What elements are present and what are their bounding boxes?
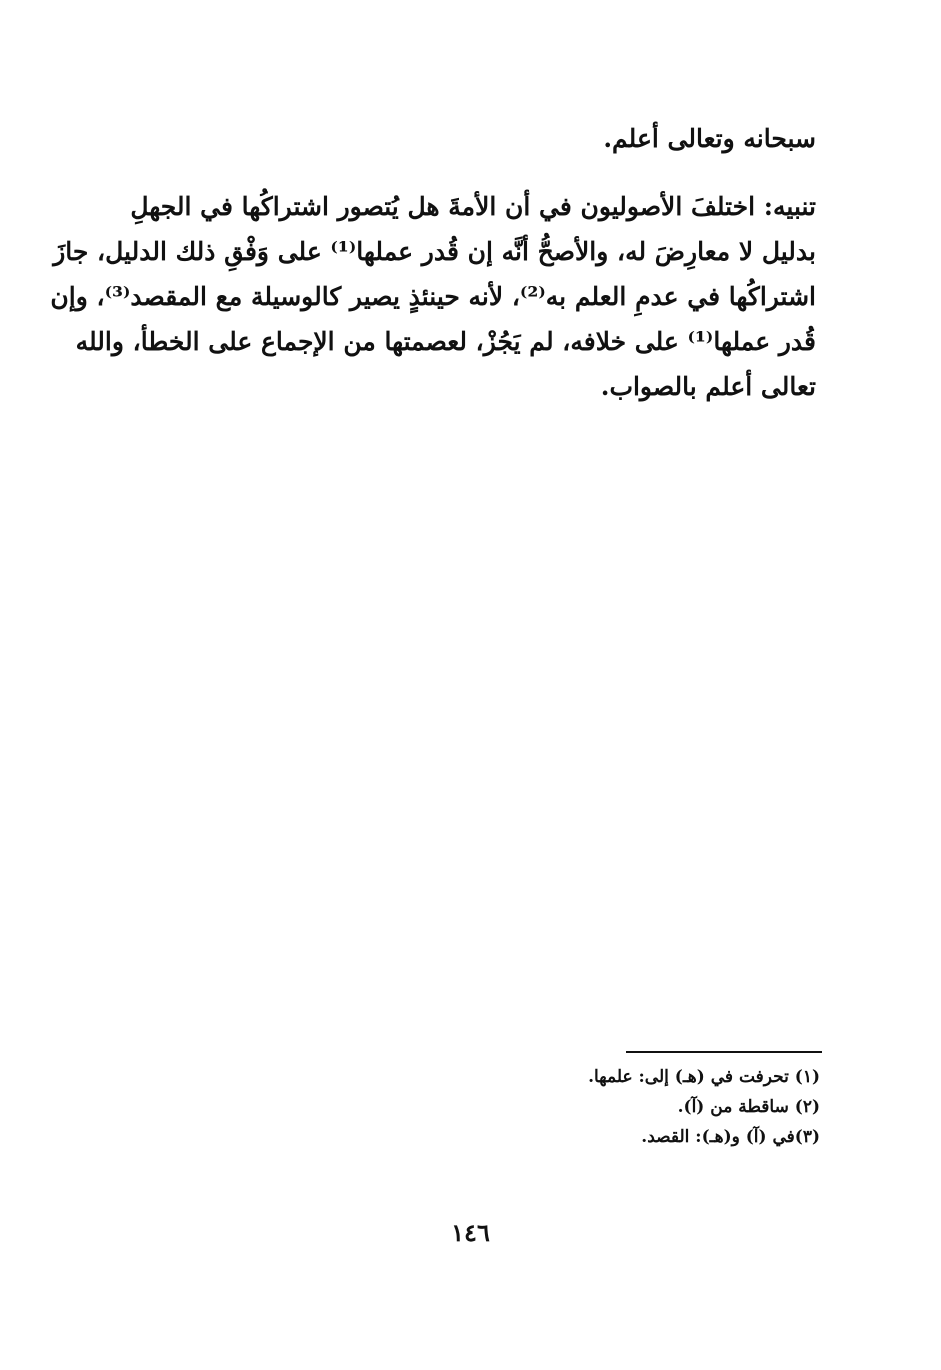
paragraph-line: تعالى أعلم بالصواب. [600,372,816,401]
footnote-divider [626,1051,822,1053]
paragraph-line: تنبيه: اختلفَ الأصوليون في أن الأمةَ هل يُتصور اشتراكُها في الجهلِ [130,192,816,221]
paragraph-line: قُدر عملها⁽¹⁾ على خلافه، لم يَجُزْ، لعصمتها من الإجماع على الخطأ، والله [75,327,816,356]
tanbih-paragraph [50,184,816,409]
paragraph-line: اشتراكُها في عدمِ العلم به⁽²⁾، لأنه حينئذٍ يصير كالوسيلة مع المقصد⁽³⁾، وإن [50,282,816,311]
footnote-item: (٢) ساقطة من (آ). [677,1097,820,1117]
page-number: ١٤٦ [451,1218,490,1247]
footnote-item: (٣)في (آ) و(هـ): القصد. [641,1127,820,1147]
opening-line: سبحانه وتعالى أعلم. [603,124,816,153]
footnote-item: (١) تحرفت في (هـ) إلى: علمها. [588,1067,820,1087]
footnotes [440,1062,820,1152]
paragraph-line: بدليل لا معارِضَ له، والأصحُّ أنَّه إن قُدر عملها⁽¹⁾ على وَفْقِ ذلك الدليل، جازَ [53,237,816,266]
